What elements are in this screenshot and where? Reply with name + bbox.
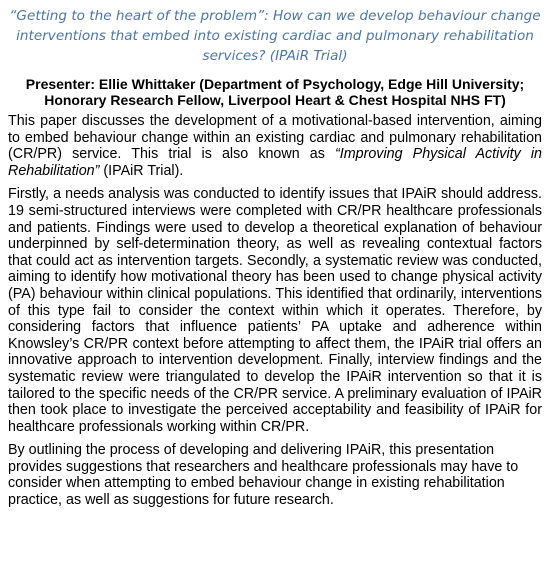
- intro-text-end: (IPAiR Trial).: [99, 162, 184, 179]
- abstract-title: “Getting to the heart of the problem”: How can we develop behaviour change interventions that embed into existing cardiac and pulmonary rehabilitation services? (IPAiR Trial): [9, 8, 541, 64]
- paragraph-conclusion: By outlining the process of developing and delivering IPAiR, this presentation provides suggestions that researchers and healthcare professionals may have to consider when attempting to embed behaviour change in existing rehabilitation practice, as well as suggestions for future research.: [8, 442, 519, 509]
- intro-text: This paper discusses the development of a motivational-based intervention, aiming to embed behaviour change within an existing cardiac and pulmonary rehabilitation (CR/PR) service. This trial is also known as: [8, 113, 542, 163]
- presenter-line: Presenter: Ellie Whittaker (Department of Psychology, Edge Hill University; Honorary Research Fellow, Liverpool Heart & Chest Hospital NHS FT): [25, 76, 525, 108]
- paragraph-methods: Firstly, a needs analysis was conducted to identify issues that IPAiR should address. 19 semi-structured interviews were completed with CR/PR healthcare professionals and patients. Findings were used to develop a theoretical explanation of behaviour underpinned by self-determination theory, as well as revealing contextual factors that could act as intervention targets. Secondly, a systematic review was conducted, aiming to identify how motivational theory has been used to change physical activity (PA) behaviour within clinical populations. This identified that ordinarily, interventions of this type fail to consider the context within which it operates. Therefore, by considering factors that influence patients’ PA uptake and adherence within Knowsley’s CR/PR context before attempting to affect them, the IPAiR trial offers an innovative approach to intervention development. Finally, interview findings and the systematic review were triangulated to develop the IPAiR intervention so that it is tailored to the specific needs of the CR/PR service. A preliminary evaluation of IPAiR then took place to investigate the perceived acceptability and feasibility of IPAiR for healthcare professionals working within CR/PR.: [8, 186, 542, 435]
- trial-full-name: “Improving Physical Activity in Rehabilitation”: [8, 146, 543, 179]
- paragraph-intro: [8, 113, 542, 179]
